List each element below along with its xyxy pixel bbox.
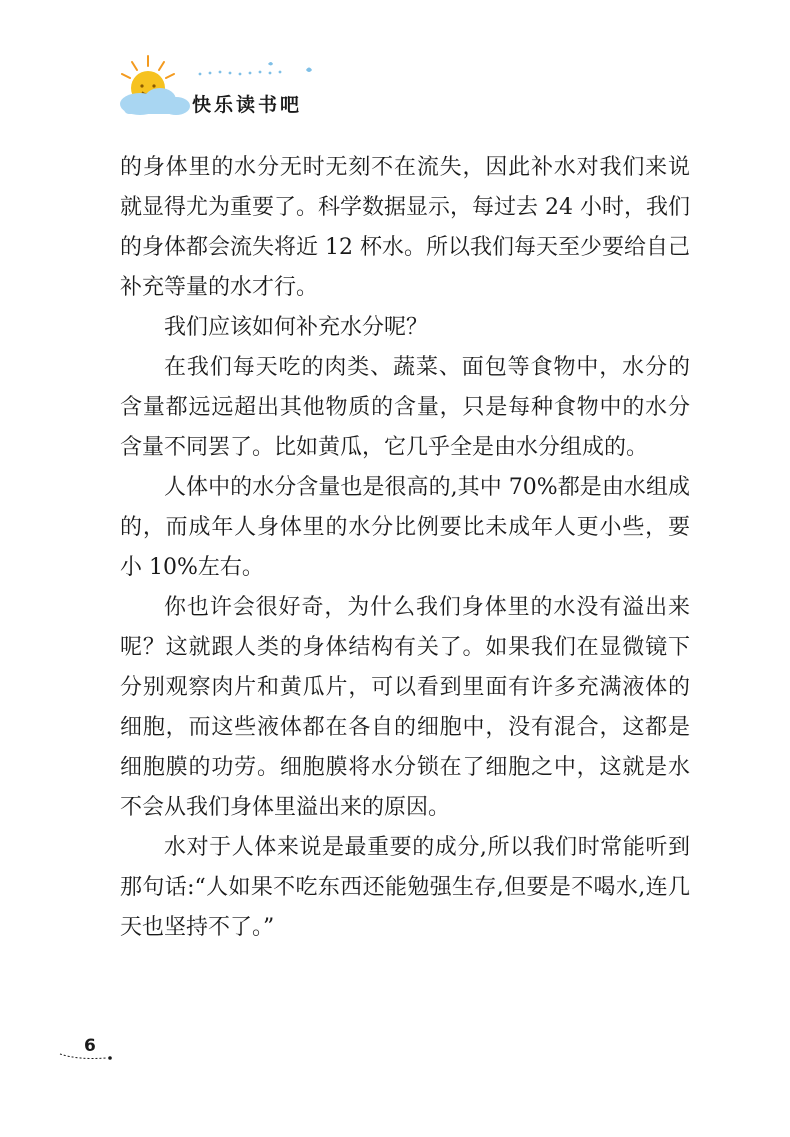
paragraph: 的身体里的水分无时无刻不在流失，因此补水对我们来说就显得尤为重要了。科学数据显示，每过去 24 小时，我们的身体都会流失将近 12 杯水。所以我们每天至少要给自己补充等量的水才行。 [120,155,690,300]
paragraph: 我们应该如何补充水分呢？ [164,315,429,340]
paragraph: 人体中的水分含量也是很高的,其中 70%都是由水组成的，而成年人身体里的水分比例要比未成年人更小些，要小 10%左右。 [120,475,690,580]
page-number: 6 [84,1036,96,1056]
section-title: 快乐读书吧 [192,94,303,116]
page-header [110,48,440,128]
paragraph: 水对于人体来说是最重要的成分,所以我们时常能听到那句话:“人如果不吃东西还能勉强生存,但要是不喝水,连几天也坚持不了。” [120,835,690,940]
page-number-decoration-icon [58,1048,118,1064]
paragraph: 在我们每天吃的肉类、蔬菜、面包等食物中，水分的含量都远远超出其他物质的含量，只是每种食物中的水分含量不同罢了。比如黄瓜，它几乎全是由水分组成的。 [120,355,690,460]
article-body [120,148,690,948]
paragraph: 你也许会很好奇，为什么我们身体里的水没有溢出来呢？这就跟人类的身体结构有关了。如果我们在显微镜下分别观察肉片和黄瓜片，可以看到里面有许多充满液体的细胞，而这些液体都在各自的细胞中，没有混合，这都是细胞膜的功劳。细胞膜将水分锁在了细胞之中，这就是水不会从我们身体里溢出来的原因。 [120,595,690,820]
